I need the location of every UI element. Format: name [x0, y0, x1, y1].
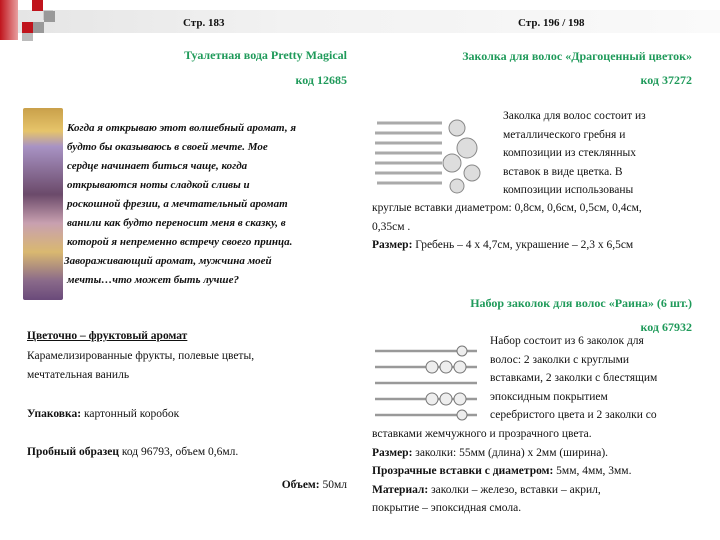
hairpin-description — [490, 332, 657, 425]
title: Туалетная вода Pretty Magical — [184, 48, 347, 62]
sample-value: код 96793, объем 0,6мл. — [118, 446, 239, 458]
pack-value: картонный коробок — [81, 407, 180, 420]
product-code: код 67932 — [640, 320, 692, 334]
volume — [282, 479, 347, 491]
size-value: Гребень – 4 х 4,7см, украшение – 2,3 х 6,5см — [412, 239, 634, 251]
desc-line: металлического гребня и — [503, 128, 626, 141]
volume-label: Объем: — [281, 479, 320, 491]
desc-line: вставками, 2 заколки с блестящим — [490, 372, 658, 384]
title: Заколка для волос «Драгоценный цветок» — [462, 49, 692, 63]
quote-line: открываются ноты сладкой сливы и — [67, 179, 250, 191]
perfume-details — [27, 327, 254, 463]
material-label: Материал: — [372, 483, 429, 496]
desc-line: Заколка для волос состоит из — [503, 110, 646, 122]
hairclip-description-cont — [372, 199, 642, 255]
desc-line: эпоксидным покрытием — [490, 390, 608, 403]
hairpins-image — [372, 335, 482, 425]
aroma-heading: Цветочно – фруктовый аромат — [27, 330, 188, 342]
quote-line: мечты…что может быть лучше? — [67, 274, 239, 286]
product-code: код 37272 — [640, 73, 692, 87]
material-cont: покрытие – эпоксидная смола. — [372, 502, 522, 514]
quote-line: Когда я открываю этот волшебный аромат, я — [67, 122, 296, 134]
product-title-hairclip — [462, 44, 692, 92]
quote-line: которой я непременно встречу своего принца. — [67, 236, 293, 248]
desc-line: Набор состоит из 6 заколок для — [490, 335, 644, 347]
product-code: код 12685 — [295, 73, 347, 87]
volume-value: 50мл — [319, 479, 347, 491]
right-page-number: Стр. 196 / 198 — [518, 17, 585, 29]
title: Набор заколок для волос «Раина» (6 шт.) — [470, 296, 692, 310]
quote-line: роскошной фрезии, а мечтательный аромат — [67, 198, 288, 210]
product-title-perfume — [184, 43, 347, 93]
desc-line: композиции использованы — [503, 184, 634, 196]
left-page-number: Стр. 183 — [183, 17, 225, 29]
size-label: Размер: — [372, 239, 413, 251]
hair-comb-image — [372, 108, 487, 196]
sample-label: Пробный образец — [27, 446, 119, 458]
desc-line: 0,35см . — [372, 220, 411, 233]
desc-line: вставками жемчужного и прозрачного цвета. — [372, 428, 592, 440]
aroma-line: мечтательная ваниль — [27, 369, 130, 381]
inserts-label: Прозрачные вставки с диаметром: — [372, 465, 554, 477]
desc-line: вставок в виде цветка. В — [503, 165, 623, 178]
hairclip-description — [503, 107, 646, 200]
perfume-bottle-image — [23, 108, 63, 300]
pack-label: Упаковка: — [27, 407, 82, 420]
material-value: заколки – железо, вставки – акрил, — [428, 483, 601, 496]
quote-line: ванили как будто переносит меня в сказку, в — [67, 217, 286, 229]
quote-line: Завораживающий аромат, мужчина моей — [64, 255, 272, 267]
perfume-quote — [64, 119, 296, 290]
header-bar — [0, 10, 720, 33]
size-label: Размер: — [372, 446, 413, 459]
inserts-value: 5мм, 4мм, 3мм. — [553, 465, 632, 477]
quote-line: будто бы оказываюсь в своей мечте. Мое — [67, 141, 268, 153]
aroma-line: Карамелизированные фрукты, полевые цветы, — [27, 349, 255, 362]
hairpin-description-cont — [372, 425, 631, 518]
size-value: заколки: 55мм (длина) х 2мм (ширина). — [412, 446, 609, 459]
desc-line: волос: 2 заколки с круглыми — [490, 353, 630, 366]
quote-line: сердце начинает биться чаще, когда — [67, 160, 248, 172]
desc-line: серебристого цвета и 2 заколки со — [490, 409, 657, 421]
desc-line: круглые вставки диаметром: 0,8см, 0,6см, 0,5см, 0,4см, — [372, 202, 642, 214]
desc-line: композиции из стеклянных — [503, 147, 636, 159]
